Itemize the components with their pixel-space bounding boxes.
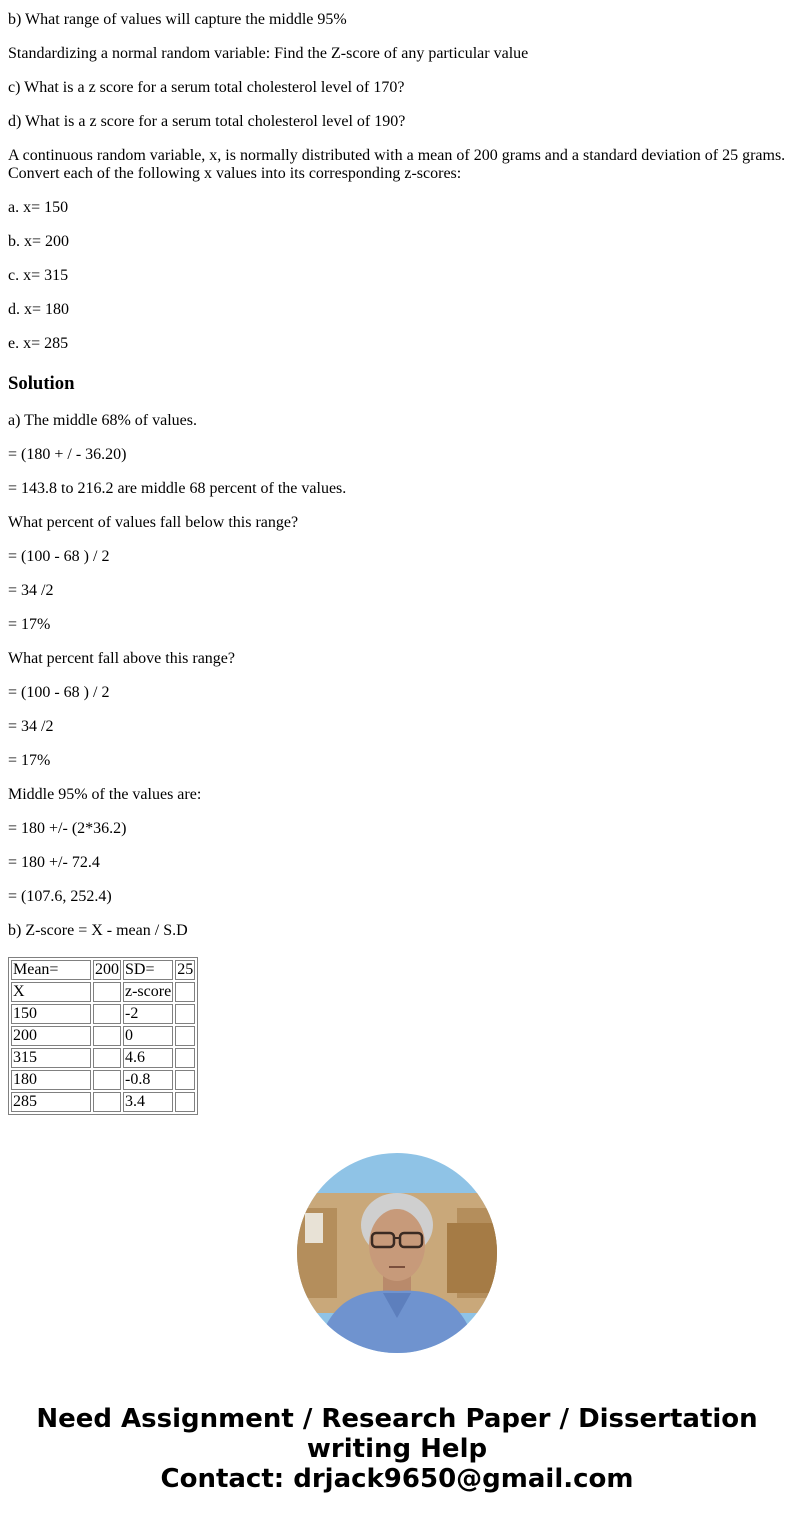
question-b: b) What range of values will capture the middle 95%	[8, 11, 347, 28]
solution-line: = 143.8 to 216.2 are middle 68 percent of the values.	[8, 480, 347, 497]
author-photo	[297, 1153, 497, 1353]
table-cell: 315	[11, 1048, 91, 1068]
solution-line: = 17%	[8, 752, 51, 769]
table-cell: 200	[95, 961, 119, 978]
item-a: a. x= 150	[8, 199, 69, 216]
table-cell	[175, 1048, 195, 1068]
table-cell: -2	[123, 1004, 173, 1024]
table-cell	[93, 1048, 121, 1068]
z-score-table	[8, 957, 198, 1115]
table-cell: 0	[123, 1026, 173, 1046]
table-cell	[93, 1070, 121, 1090]
footer-line: Need Assignment / Research Paper / Dissertation	[36, 1404, 758, 1434]
item-c: c. x= 315	[8, 267, 69, 284]
table-row	[11, 1048, 195, 1068]
table-cell	[93, 1092, 121, 1112]
table-cell: 4.6	[123, 1048, 173, 1068]
item-b: b. x= 200	[8, 233, 70, 250]
table-cell	[175, 1092, 195, 1112]
solution-line: = (100 - 68 ) / 2	[8, 684, 110, 701]
table-cell	[175, 1070, 195, 1090]
solution-line: What percent fall above this range?	[8, 650, 235, 667]
solution-line: Middle 95% of the values are:	[8, 786, 202, 803]
table-cell	[175, 1004, 195, 1024]
question-d: d) What is a z score for a serum total cholesterol level of 190?	[8, 113, 406, 130]
table-cell	[93, 1004, 121, 1024]
table-row	[11, 982, 195, 1002]
promo-footer	[0, 1404, 794, 1494]
table-cell: 25	[177, 961, 194, 978]
table-row	[11, 1004, 195, 1024]
footer-line: writing Help	[306, 1434, 488, 1464]
table-cell: -0.8	[123, 1070, 173, 1090]
author-avatar	[297, 1153, 497, 1353]
standardizing-heading: Standardizing a normal random variable: Find the Z-score of any particular value	[8, 45, 529, 62]
solution-line: a) The middle 68% of values.	[8, 412, 197, 429]
solution-line: = 180 +/- (2*36.2)	[8, 820, 127, 837]
table-cell	[93, 1026, 121, 1046]
solution-heading: Solution	[8, 373, 75, 394]
table-cell: X	[11, 982, 91, 1002]
table-cell: SD=	[123, 960, 173, 980]
table-cell	[175, 982, 195, 1002]
solution-line: = 17%	[8, 616, 51, 633]
question-c: c) What is a z score for a serum total cholesterol level of 170?	[8, 79, 405, 96]
contact-line: Contact: drjack9650@gmail.com	[160, 1464, 634, 1494]
table-cell: 180	[11, 1070, 91, 1090]
solution-line: = 34 /2	[8, 718, 54, 735]
table-cell: 200	[11, 1026, 91, 1046]
table-cell: Mean=	[11, 960, 91, 980]
table-row	[11, 1092, 195, 1112]
table-row	[11, 1026, 195, 1046]
table-cell	[175, 1026, 195, 1046]
solution-line: b) Z-score = X - mean / S.D	[8, 922, 188, 939]
solution-line: = 180 +/- 72.4	[8, 854, 100, 871]
item-d: d. x= 180	[8, 301, 70, 318]
continuous-variable-problem: A continuous random variable, x, is normally distributed with a mean of 200 grams and a standard deviation of 25 grams. Convert each of the following x values into its corresponding z-scores:	[8, 147, 786, 182]
solution-line: = (107.6, 252.4)	[8, 888, 112, 905]
solution-line: What percent of values fall below this range?	[8, 514, 299, 531]
solution-line: = (180 + / - 36.20)	[8, 446, 127, 463]
table-cell: z-score	[125, 983, 172, 1000]
table-row	[11, 960, 195, 980]
table-cell: 150	[11, 1004, 91, 1024]
table-cell: 3.4	[123, 1092, 173, 1112]
solution-line: = (100 - 68 ) / 2	[8, 548, 110, 565]
item-e: e. x= 285	[8, 335, 69, 352]
table-row	[11, 1070, 195, 1090]
table-cell: 285	[11, 1092, 91, 1112]
table-cell	[93, 982, 121, 1002]
solution-line: = 34 /2	[8, 582, 54, 599]
